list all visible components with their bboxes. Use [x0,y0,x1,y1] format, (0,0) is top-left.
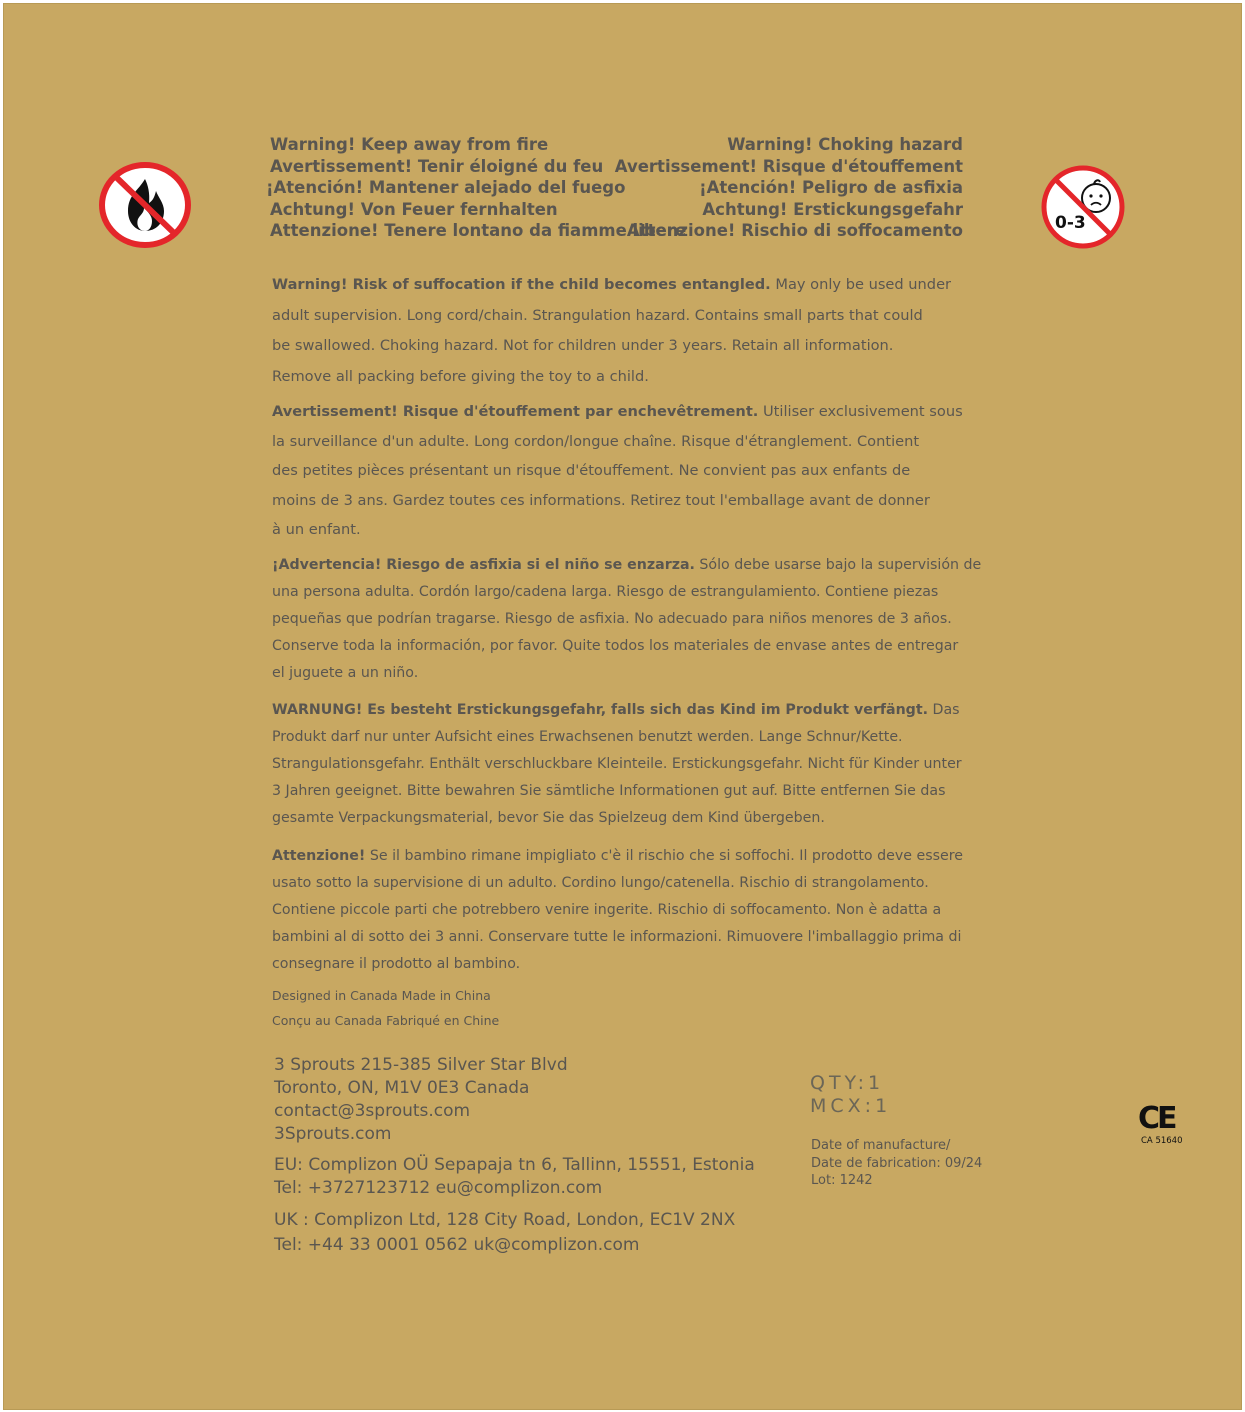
warning-paragraph-it: Attenzione! Se il bambino rimane impigliato c'è il rischio che si soffochi. Il prodotto deve essere usato sotto la supervisione di un adulto. Cordino lungo/catenella. Rischio di strangolamento. Contiene piccole parti che potrebbero venire ingerite. Rischio di soffocamento. Non è adatta a bambini al di sotto dei 3 anni. Conservare tutte le informazioni. Rimuovere l'imballaggio prima di consegnare il prodotto al bambino. [272,848,963,972]
uk-representative: UK : Complizon Ltd, 128 City Road, London, EC1V 2NX Tel: +44 33 0001 0562 uk@complizon.com [274,1210,736,1255]
fire-warning-de: Achtung! Von Feuer fernhalten [270,199,558,219]
origin-en: Designed in Canada Made in China [272,988,491,1003]
choking-warning [615,134,963,242]
warning-de-heading: WARNUNG! Es besteht Erstickungsgefahr, falls sich das Kind im Produkt verfängt. [272,702,929,718]
fire-warning-en: Warning! Keep away from fire [270,135,549,154]
ce-code: CA 51640 [1141,1136,1183,1146]
eu-representative: EU: Complizon OÜ Sepapaja tn 6, Tallinn, 15551, Estonia Tel: +3727123712 eu@complizon.com [274,1155,755,1198]
warning-paragraph-es: ¡Advertencia! Riesgo de asfixia si el niño se enzarza. Sólo debe usarse bajo la supervisión de una persona adulta. Cordón largo/cadena larga. Riesgo de estrangulamiento. Contiene piezas pequeñas que podrían tragarse. Riesgo de asfixia. No adecuado para niños menores de 3 años. Conserve toda la información, por favor. Quite todos los materiales de envase antes de entregar el juguete a un niño. [272,557,982,681]
choking-warning-de: Achtung! Erstickungsgefahr [702,199,963,219]
choking-warning-es: ¡Atención! Peligro de asfixia [699,178,963,198]
fire-warning-it: Attenzione! Tenere lontano da fiamme libere [270,221,687,241]
warning-paragraph-fr: Avertissement! Risque d'étouffement par enchevêtrement. Utiliser exclusivement sous la surveillance d'un adulte. Long cordon/longue chaîne. Risque d'étranglement. Contient des petites pièces présentant un risque d'étouffement. Ne convient pas aux enfants de moins de 3 ans. Gardez toutes ces informations. Retirez tout l'emballage avant de donner à un enfant. [272,403,963,539]
choking-warning-fr: Avertissement! Risque d'étouffement [614,156,963,176]
ce-mark-icon: CE [1138,1101,1175,1136]
warning-paragraph-en: Warning! Risk of suffocation if the child becomes entangled. May only be used under adult supervision. Long cord/chain. Strangulation hazard. Contains small parts that could be swallowed. Choking hazard. Not for children under 3 years. Retain all information. Remove all packing before giving the toy to a child. [272,276,952,385]
choking-warning-en: Warning! Choking hazard [727,135,963,154]
choking-warning-it: Attenzione! Rischio di soffocamento [626,221,963,241]
manufacture-info: Date of manufacture/ Date de fabrication: 09/24 Lot: 1242 [811,1138,983,1189]
warning-en-heading: Warning! Risk of suffocation if the child becomes entangled. [272,276,771,293]
quantity-info: QTY:1 MCX:1 [810,1072,892,1117]
fire-warning-es: ¡Atención! Mantener alejado del fuego [266,178,626,198]
warning-fr-heading: Avertissement! Risque d'étouffement par enchevêtrement. [272,403,759,420]
no-age-0-3-icon [1040,164,1126,250]
no-fire-icon [98,161,192,249]
warning-paragraph-de: WARNUNG! Es besteht Erstickungsgefahr, falls sich das Kind im Produkt verfängt. Das Produkt darf nur unter Aufsicht eines Erwachsenen benutzt werden. Lange Schnur/Kette. Strangulationsgefahr. Enthält verschluckbare Kleinteile. Erstickungsgefahr. Nicht für Kinder unter 3 Jahren geeignet. Bitte bewahren Sie sämtliche Informationen gut auf. Bitte entfernen Sie das gesamte Verpackungsmaterial, bevor Sie das Spielzeug dem Kind übergeben. [272,702,962,826]
origin-fr: Conçu au Canada Fabriqué en Chine [272,1013,500,1028]
age-label: 0-3 [1055,213,1086,233]
warning-es-heading: ¡Advertencia! Riesgo de asfixia si el niño se enzarza. [272,557,695,573]
company-address: 3 Sprouts 215-385 Silver Star Blvd Toronto, ON, M1V 0E3 Canada contact@3sprouts.com 3Sprouts.com [274,1055,568,1144]
fire-warning-fr: Avertissement! Tenir éloigné du feu [270,156,604,176]
warning-it-heading: Attenzione! [272,848,366,864]
